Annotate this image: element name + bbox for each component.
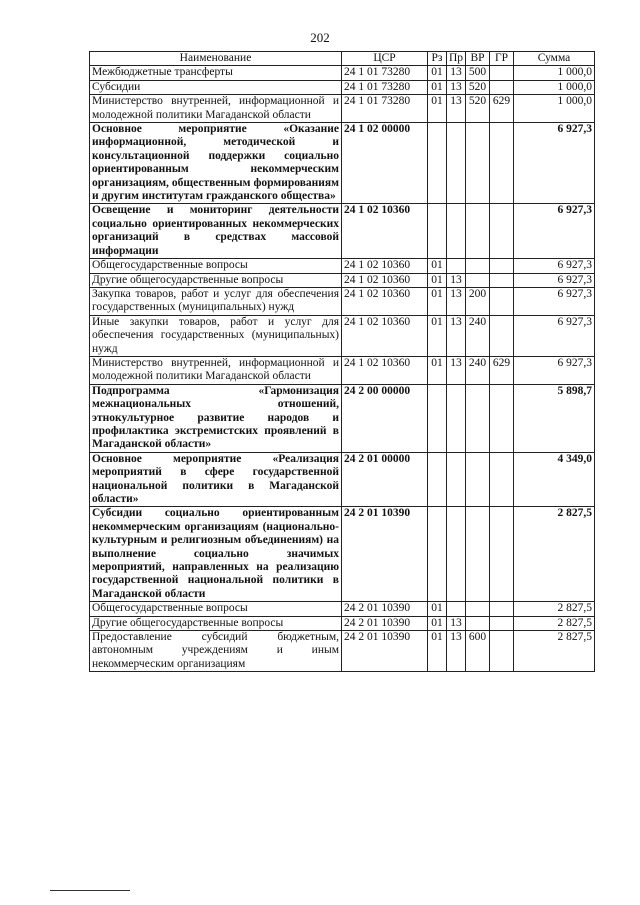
row-pr: 13 bbox=[447, 631, 466, 672]
row-vr bbox=[466, 507, 490, 602]
row-sum: 2 827,5 bbox=[514, 616, 595, 630]
budget-table bbox=[89, 51, 595, 672]
header-gr: ГР bbox=[490, 52, 514, 66]
row-gr bbox=[490, 384, 514, 452]
header-rz: Рз bbox=[428, 52, 447, 66]
row-sum: 5 898,7 bbox=[514, 384, 595, 452]
header-sum: Сумма bbox=[514, 52, 595, 66]
row-gr bbox=[490, 273, 514, 287]
row-pr bbox=[447, 204, 466, 259]
row-csr: 24 1 02 10360 bbox=[342, 259, 428, 273]
row-vr: 240 bbox=[466, 356, 490, 384]
row-gr bbox=[490, 66, 514, 80]
row-csr: 24 1 02 10360 bbox=[342, 315, 428, 356]
row-pr: 13 bbox=[447, 273, 466, 287]
row-rz: 01 bbox=[428, 66, 447, 80]
row-rz: 01 bbox=[428, 80, 447, 94]
row-vr bbox=[466, 452, 490, 507]
row-sum: 1 000,0 bbox=[514, 80, 595, 94]
row-gr bbox=[490, 452, 514, 507]
table-row bbox=[90, 273, 595, 287]
table-row bbox=[90, 95, 595, 123]
row-name: Закупка товаров, работ и услуг для обеспечения государственных (муниципальных) нужд bbox=[90, 287, 342, 315]
row-gr bbox=[490, 616, 514, 630]
row-rz bbox=[428, 123, 447, 204]
row-gr bbox=[490, 259, 514, 273]
row-vr: 200 bbox=[466, 287, 490, 315]
row-name: Основное мероприятие «Оказание информационной, методической и консультационной поддержки социально ориентированным некоммерческим организациям, общественным формированиям и другим институтам гражданского общества» bbox=[90, 123, 342, 204]
row-csr: 24 1 01 73280 bbox=[342, 80, 428, 94]
row-vr: 520 bbox=[466, 95, 490, 123]
row-vr: 520 bbox=[466, 80, 490, 94]
header-csr: ЦСР bbox=[342, 52, 428, 66]
row-rz bbox=[428, 204, 447, 259]
table-row bbox=[90, 356, 595, 384]
row-pr: 13 bbox=[447, 95, 466, 123]
row-csr: 24 2 01 10390 bbox=[342, 616, 428, 630]
table-row bbox=[90, 287, 595, 315]
row-sum: 6 927,3 bbox=[514, 204, 595, 259]
row-name: Межбюджетные трансферты bbox=[90, 66, 342, 80]
row-vr bbox=[466, 602, 490, 616]
row-csr: 24 1 02 10360 bbox=[342, 287, 428, 315]
table-row bbox=[90, 507, 595, 602]
row-vr bbox=[466, 123, 490, 204]
row-vr bbox=[466, 273, 490, 287]
row-csr: 24 1 02 00000 bbox=[342, 123, 428, 204]
row-sum: 6 927,3 bbox=[514, 123, 595, 204]
row-sum: 1 000,0 bbox=[514, 95, 595, 123]
row-vr: 600 bbox=[466, 631, 490, 672]
table-row bbox=[90, 204, 595, 259]
row-gr bbox=[490, 123, 514, 204]
row-name: Другие общегосударственные вопросы bbox=[90, 616, 342, 630]
row-pr bbox=[447, 602, 466, 616]
row-name: Освещение и мониторинг деятельности социально ориентированных некоммерческих организаций в средствах массовой информации bbox=[90, 204, 342, 259]
row-vr bbox=[466, 384, 490, 452]
row-pr: 13 bbox=[447, 616, 466, 630]
row-gr bbox=[490, 80, 514, 94]
row-gr bbox=[490, 507, 514, 602]
row-csr: 24 2 01 00000 bbox=[342, 452, 428, 507]
table-row bbox=[90, 259, 595, 273]
row-pr bbox=[447, 507, 466, 602]
row-gr: 629 bbox=[490, 356, 514, 384]
row-rz: 01 bbox=[428, 273, 447, 287]
row-name: Предоставление субсидий бюджетным, автономным учреждениям и иным некоммерческим организациям bbox=[90, 631, 342, 672]
row-pr: 13 bbox=[447, 315, 466, 356]
row-pr: 13 bbox=[447, 356, 466, 384]
row-gr bbox=[490, 287, 514, 315]
row-rz: 01 bbox=[428, 602, 447, 616]
page-number: 202 bbox=[310, 30, 330, 45]
table-row bbox=[90, 616, 595, 630]
row-vr bbox=[466, 259, 490, 273]
row-name: Общегосударственные вопросы bbox=[90, 602, 342, 616]
row-name: Субсидии bbox=[90, 80, 342, 94]
row-vr: 240 bbox=[466, 315, 490, 356]
row-sum: 6 927,3 bbox=[514, 287, 595, 315]
table-row bbox=[90, 384, 595, 452]
header-pr: Пр bbox=[447, 52, 466, 66]
row-rz: 01 bbox=[428, 315, 447, 356]
row-csr: 24 1 02 10360 bbox=[342, 204, 428, 259]
row-gr bbox=[490, 602, 514, 616]
table-row bbox=[90, 80, 595, 94]
table-row bbox=[90, 631, 595, 672]
row-sum: 6 927,3 bbox=[514, 315, 595, 356]
row-csr: 24 2 01 10390 bbox=[342, 631, 428, 672]
row-name: Основное мероприятие «Реализация мероприятий в сфере государственной национальной политики в Магаданской области» bbox=[90, 452, 342, 507]
row-sum: 4 349,0 bbox=[514, 452, 595, 507]
row-name: Подпрограмма «Гармонизация межнациональных отношений, этнокультурное развитие народов и профилактика экстремистских проявлений в Магаданской области» bbox=[90, 384, 342, 452]
row-pr: 13 bbox=[447, 287, 466, 315]
table-row bbox=[90, 602, 595, 616]
row-rz bbox=[428, 452, 447, 507]
row-rz: 01 bbox=[428, 95, 447, 123]
row-name: Министерство внутренней, информационной и молодежной политики Магаданской области bbox=[90, 95, 342, 123]
row-pr bbox=[447, 384, 466, 452]
row-rz: 01 bbox=[428, 631, 447, 672]
row-sum: 2 827,5 bbox=[514, 631, 595, 672]
row-pr: 13 bbox=[447, 66, 466, 80]
row-vr bbox=[466, 616, 490, 630]
row-gr bbox=[490, 631, 514, 672]
table-row bbox=[90, 452, 595, 507]
row-csr: 24 1 01 73280 bbox=[342, 95, 428, 123]
row-gr bbox=[490, 204, 514, 259]
row-gr bbox=[490, 315, 514, 356]
table-row bbox=[90, 315, 595, 356]
table-row bbox=[90, 66, 595, 80]
table-header-row bbox=[90, 52, 595, 66]
row-rz: 01 bbox=[428, 287, 447, 315]
row-sum: 1 000,0 bbox=[514, 66, 595, 80]
row-pr bbox=[447, 452, 466, 507]
table-row bbox=[90, 123, 595, 204]
row-csr: 24 2 01 10390 bbox=[342, 602, 428, 616]
row-sum: 2 827,5 bbox=[514, 602, 595, 616]
row-gr: 629 bbox=[490, 95, 514, 123]
row-name: Другие общегосударственные вопросы bbox=[90, 273, 342, 287]
row-name: Субсидии социально ориентированным некоммерческим организациям (национально-культурным и религиозным объединениям) на выполнение социально значимых мероприятий, направленных на реализацию государственной национальной политики в Магаданской области bbox=[90, 507, 342, 602]
row-name: Общегосударственные вопросы bbox=[90, 259, 342, 273]
row-rz: 01 bbox=[428, 616, 447, 630]
row-pr bbox=[447, 259, 466, 273]
row-sum: 6 927,3 bbox=[514, 356, 595, 384]
row-rz bbox=[428, 384, 447, 452]
row-csr: 24 1 02 10360 bbox=[342, 273, 428, 287]
row-pr bbox=[447, 123, 466, 204]
row-sum: 6 927,3 bbox=[514, 259, 595, 273]
row-name: Иные закупки товаров, работ и услуг для обеспечения государственных (муниципальных) нужд bbox=[90, 315, 342, 356]
row-vr: 500 bbox=[466, 66, 490, 80]
row-pr: 13 bbox=[447, 80, 466, 94]
row-csr: 24 1 02 10360 bbox=[342, 356, 428, 384]
row-csr: 24 1 01 73280 bbox=[342, 66, 428, 80]
header-vr: ВР bbox=[466, 52, 490, 66]
row-csr: 24 2 00 00000 bbox=[342, 384, 428, 452]
row-vr bbox=[466, 204, 490, 259]
row-rz: 01 bbox=[428, 259, 447, 273]
footer-divider bbox=[50, 890, 130, 891]
row-sum: 6 927,3 bbox=[514, 273, 595, 287]
row-csr: 24 2 01 10390 bbox=[342, 507, 428, 602]
header-name: Наименование bbox=[90, 52, 342, 66]
row-rz: 01 bbox=[428, 356, 447, 384]
row-rz bbox=[428, 507, 447, 602]
row-sum: 2 827,5 bbox=[514, 507, 595, 602]
row-name: Министерство внутренней, информационной и молодежной политики Магаданской области bbox=[90, 356, 342, 384]
